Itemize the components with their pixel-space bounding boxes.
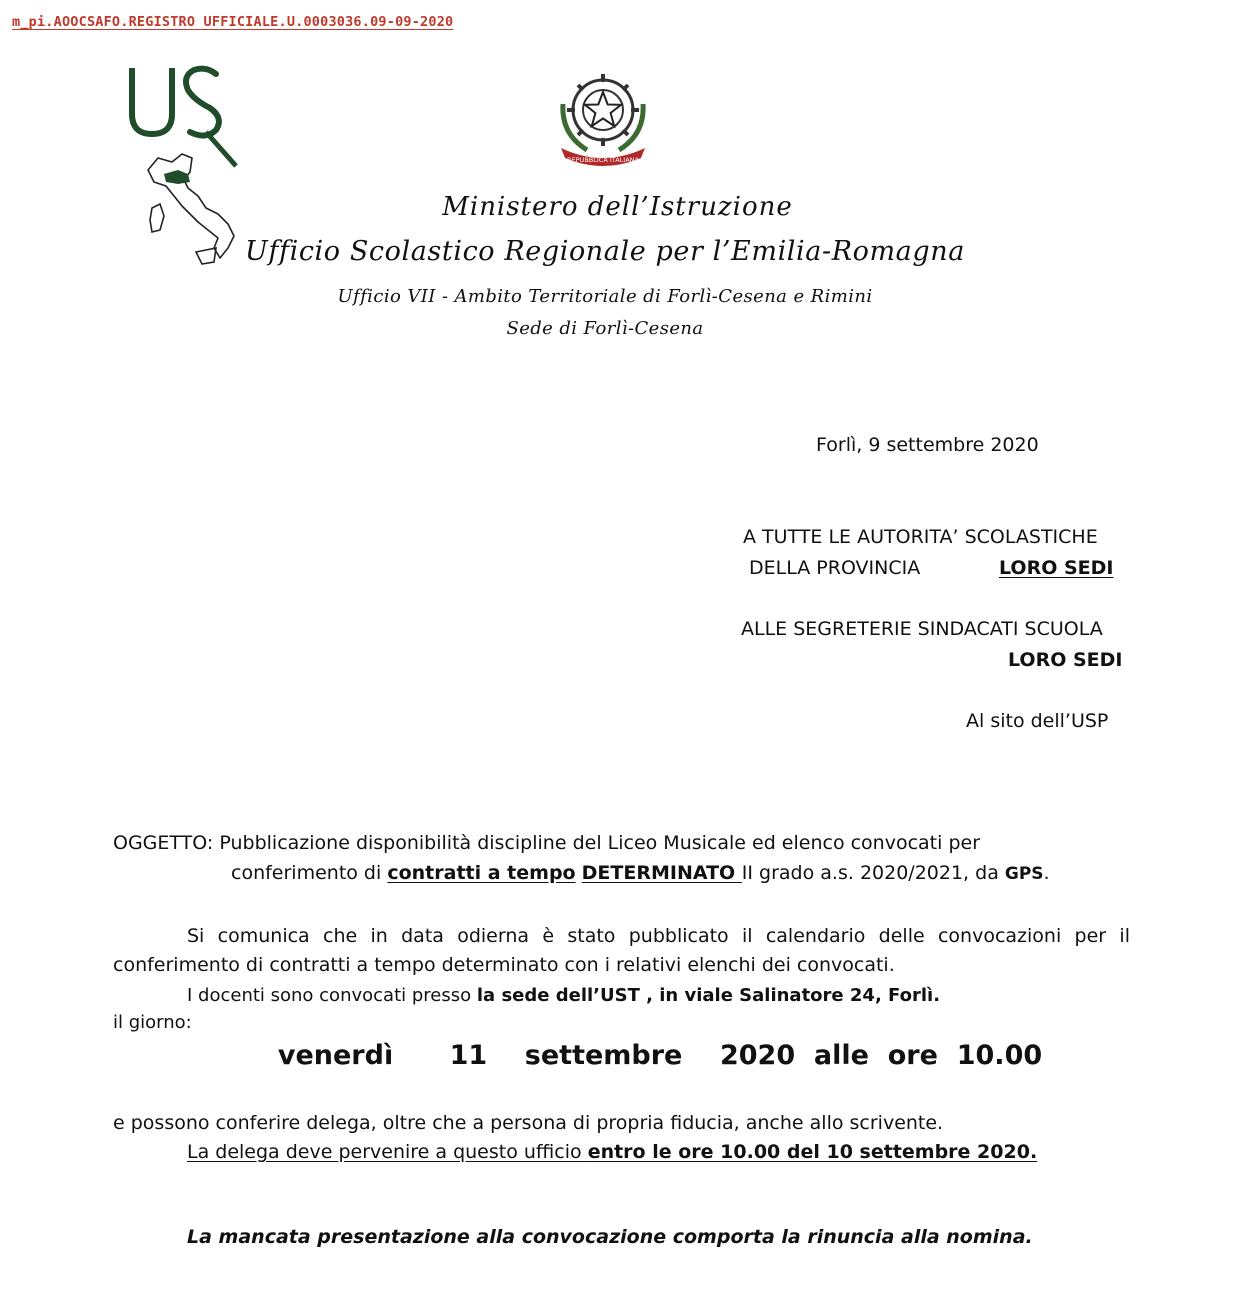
letterhead-ministry: Ministero dell’Istruzione <box>442 192 793 222</box>
subject-line-2 <box>231 862 1050 885</box>
body-paragraph-5-text: La delega deve pervenire a questo ufficio <box>187 1141 588 1163</box>
recipient-1-sedi: LORO SEDI <box>999 557 1114 579</box>
body-paragraph-1-text: Si comunica che in data odierna è stato pubblicato il calendario delle convocazioni per il conferimento di contratti a tempo determinato con i relativi elenchi dei convocati. <box>113 925 1130 976</box>
subject-text-2e: II grado a.s. 2020/2021, da <box>741 862 1005 884</box>
body-venue: la sede dell’UST , in viale Salinatore 24, Forlì. <box>476 985 941 1006</box>
subject-contract-type: contratti a tempo <box>387 862 576 884</box>
convocation-datetime: venerdì 11 settembre 2020 alle ore 10.00 <box>277 1040 1043 1071</box>
recipient-3: Al sito dell’USP <box>966 710 1109 732</box>
body-paragraph-5 <box>187 1141 1037 1164</box>
subject-line-1 <box>113 832 980 855</box>
subject-text-2a: conferimento di <box>231 862 388 884</box>
subject-determinato: DETERMINATO <box>581 862 742 884</box>
letter-date: Forlì, 9 settembre 2020 <box>816 434 1039 456</box>
repubblica-italiana-emblem-icon <box>553 64 653 174</box>
subject-gps: GPS <box>1004 864 1044 884</box>
subject-period: . <box>1043 862 1050 884</box>
letterhead-office: Ufficio Scolastico Regionale per l’Emilia-Romagna <box>245 236 965 267</box>
recipient-1-line-2: DELLA PROVINCIA <box>749 557 921 579</box>
recipient-2-sedi: LORO SEDI <box>1008 649 1123 671</box>
closing-note: La mancata presentazione alla convocazione comporta la rinuncia alla nomina. <box>187 1226 1033 1248</box>
body-paragraph-4: e possono conferire delega, oltre che a persona di propria fiducia, anche allo scrivente. <box>113 1112 944 1134</box>
body-paragraph-1 <box>113 922 1130 980</box>
body-day-label: il giorno: <box>113 1012 192 1033</box>
protocol-number: m_pi.AOOCSAFO.REGISTRO UFFICIALE.U.0003036.09-09-2020 <box>12 14 454 30</box>
body-paragraph-2-text: I docenti sono convocati presso <box>187 985 477 1006</box>
subject-label: OGGETTO: <box>113 832 214 854</box>
recipient-1-line-1: A TUTTE LE AUTORITA’ SCOLASTICHE <box>743 526 1098 548</box>
subject-text-1: Pubblicazione disponibilità discipline del Liceo Musicale ed elenco convocati per <box>219 832 981 854</box>
body-paragraph-2 <box>187 985 940 1007</box>
recipient-2-line-1: ALLE SEGRETERIE SINDACATI SCUOLA <box>741 618 1103 640</box>
letterhead-ambito: Ufficio VII - Ambito Territoriale di Forlì-Cesena e Rimini <box>337 286 873 307</box>
letterhead-sede: Sede di Forlì-Cesena <box>506 318 704 339</box>
body-deadline: entro le ore 10.00 del 10 settembre 2020. <box>587 1141 1038 1163</box>
emblem-ribbon-text: REPUBBLICA ITALIANA <box>567 156 639 164</box>
